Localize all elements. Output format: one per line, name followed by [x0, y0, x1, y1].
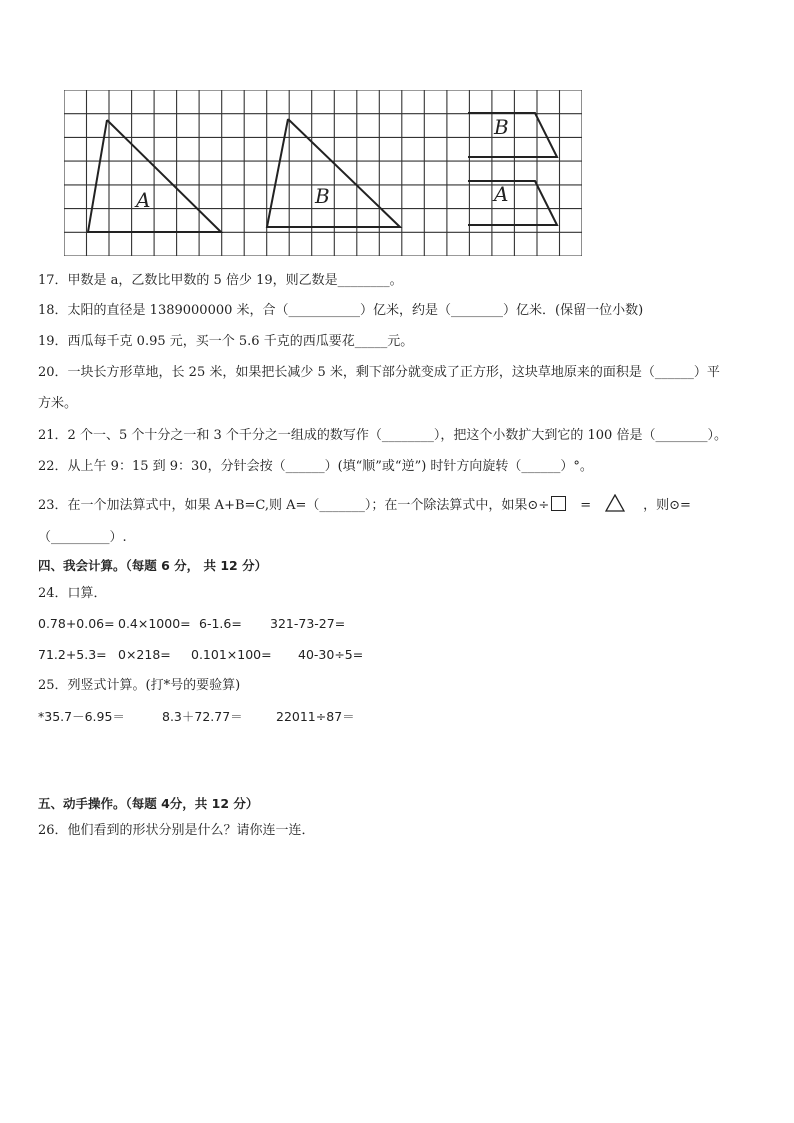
calc-item: 6-1.6=: [199, 616, 242, 631]
question-22: 22．从上午 9：15 到 9：30，分针会按（______）(填“顺”或“逆”) 时针方向旋转（______）°。: [38, 459, 593, 474]
question-26: 26．他们看到的形状分别是什么？请你连一连．: [38, 823, 315, 838]
question-23-cont: （_________）.: [38, 530, 127, 545]
shape-a-right: [468, 181, 557, 225]
section-4-title: 四、我会计算。（每题 6 分， 共 12 分）: [38, 558, 268, 573]
calc-item: 321-73-27=: [270, 616, 346, 631]
triangle-b-middle: [267, 119, 400, 227]
triangle-symbol: [605, 494, 625, 512]
question-18: 18．太阳的直径是 1389000000 米，合（___________）亿米，约是（________）亿米．(保留一位小数): [38, 303, 644, 318]
question-23: [38, 494, 691, 515]
question-23-part2: ，则⊙=: [643, 498, 691, 513]
question-23-part1: 23．在一个加法算式中，如果 A+B=C,则 A=（_______）；在一个除法算式中，如果⊙÷: [38, 498, 550, 513]
label-b-middle: B: [315, 184, 330, 208]
question-17: 17．甲数是 a，乙数比甲数的 5 倍少 19，则乙数是________。: [38, 273, 403, 288]
shape-b-right: [468, 113, 557, 157]
section-5-title: 五、动手操作。（每题 4分，共 12 分）: [38, 796, 259, 811]
calc-item: 0×218=: [118, 647, 171, 662]
equals-sign: =: [580, 498, 592, 513]
question-19: 19．西瓜每千克 0.95 元，买一个 5.6 千克的西瓜要花_____元。: [38, 334, 414, 349]
question-20: 20．一块长方形草地，长 25 米，如果把长减少 5 米，剩下部分就变成了正方形，这块草地原来的面积是（______）平: [38, 365, 720, 380]
calc-item: 22011÷87＝: [276, 709, 355, 724]
question-25-title: 25．列竖式计算。(打*号的要验算): [38, 678, 241, 693]
label-a-right: A: [494, 182, 509, 206]
label-b-right: B: [494, 115, 509, 139]
calc-item: 0.4×1000=: [118, 616, 191, 631]
grid-figure: [64, 90, 582, 256]
calc-item: 0.78+0.06=: [38, 616, 115, 631]
calc-item: *35.7－6.95＝: [38, 709, 125, 724]
calc-item: 40-30÷5=: [298, 647, 364, 662]
question-24-title: 24．口算．: [38, 586, 107, 601]
label-a-left: A: [136, 188, 151, 212]
question-20-cont: 方米。: [38, 396, 78, 411]
square-symbol: [551, 496, 566, 511]
calc-item: 0.101×100=: [191, 647, 272, 662]
calc-item: 8.3＋72.77＝: [162, 709, 243, 724]
question-21: 21．2 个一、5 个十分之一和 3 个千分之一组成的数写作（________），把这个小数扩大到它的 100 倍是（________）。: [38, 428, 727, 443]
calc-item: 71.2+5.3=: [38, 647, 107, 662]
